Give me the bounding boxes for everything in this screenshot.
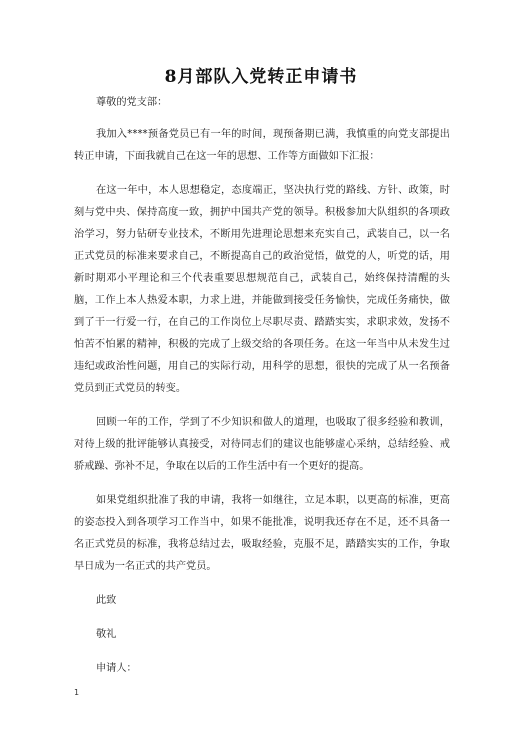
paragraph-intro: 我加入****预备党员已有一年的时间，现预备期已满，我慎重的向党支部提出转正申请，下面我就自己在这一年的思想、工作等方面做如下汇报：: [74, 129, 450, 162]
paragraph-report: 在这一年中，本人思想稳定，态度端正，坚决执行党的路线、方针、政策，时刻与党中央、保持高度一致，拥护中国共产党的领导。积极参加大队组织的各项政治学习，努力钻研专业技术，不断用先进理论思想来充实自己，武装自己，以一名正式党员的标准来要求自己，不断提高自己的政治觉悟，做党的人，听党的话，用新时期邓小平理论和三个代表重要思想规范自己，武装自己，始终保持清醒的头脑，工作上本人热爱本职，力求上进，并能做到接受任务愉快，完成任务痛快，做到了干一行爱一行，在自己的工作岗位上尽职尽责、踏踏实实，求职求效，发扬不怕苦不怕累的精神，积极的完成了上级交给的各项任务。在这一年当中从未发生过违纪或政治性问题，用自己的实际行动，用科学的思想，很快的完成了从一名预备党员到正式党员的转变。: [74, 185, 450, 394]
page-number: 1: [74, 688, 80, 697]
document-title: 8月部队入党转正申请书: [164, 67, 358, 87]
closing-jingli: 敬礼: [96, 629, 117, 640]
document-body: [74, 92, 450, 680]
salutation: 尊敬的党支部：: [96, 97, 168, 108]
closing-cizhi: 此致: [96, 595, 117, 606]
paragraph-review: 回顾一年的工作，学到了不少知识和做人的道理，也吸取了很多经验和教训，对待上级的批评能够认真接受，对待同志们的建议也能够虚心采纳，总结经验、戒骄戒躁、弥补不足，争取在以后的工作生活中有一个更好的提高。: [74, 417, 450, 472]
paragraph-pledge: 如果党组织批准了我的申请，我将一如继往，立足本职，以更高的标准，更高的姿态投入到各项学习工作当中，如果不能批准，说明我还存在不足，还不具备一名正式党员的标准，我将总结过去，吸取经验，克服不足，踏踏实实的工作，争取早日成为一名正式的共产党员。: [74, 495, 450, 572]
applicant-label: 申请人：: [96, 663, 137, 674]
